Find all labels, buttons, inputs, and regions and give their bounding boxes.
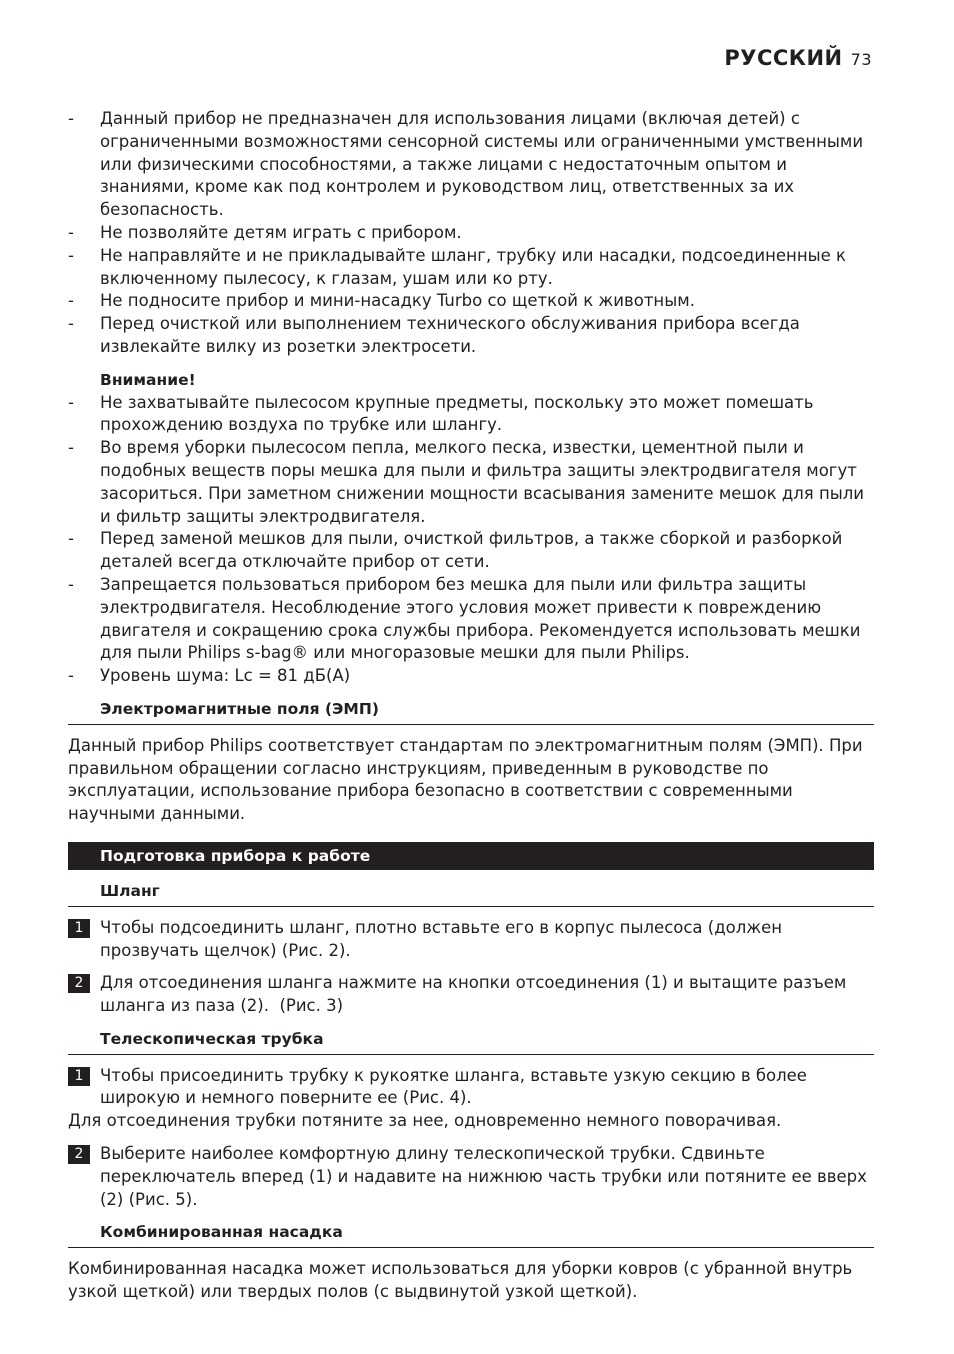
tube-note: Для отсоединения трубки потяните за нее, одновременно немного поворачивая. bbox=[68, 1111, 782, 1131]
page-content bbox=[68, 108, 874, 1304]
step-number: 1 bbox=[68, 919, 90, 938]
page-number: 73 bbox=[850, 50, 872, 69]
list-item: - Запрещается пользоваться прибором без мешка для пыли или фильтра защиты электродвигателя. Несоблюдение этого условия может привести к повреждению двигателя и сокращению срока службы прибора. Рекомендуется использовать мешки для пыли Philips s-bag® или многоразовые мешки для пыли Philips. bbox=[68, 574, 861, 663]
caution-list bbox=[68, 392, 874, 688]
page-header bbox=[724, 46, 872, 70]
bullet-dash: - bbox=[68, 574, 74, 594]
warning-list bbox=[68, 108, 874, 359]
list-item: - Не позволяйте детям играть с прибором. bbox=[68, 222, 874, 245]
list-item: - Не направляйте и не прикладывайте шланг, трубку или насадки, подсоединенные к включенному пылесосу, к глазам, ушам или ко рту. bbox=[68, 245, 847, 288]
bullet-dash: - bbox=[68, 438, 74, 458]
list-item: - Перед очисткой или выполнением технического обслуживания прибора всегда извлекайте вилку из розетки электросети. bbox=[68, 314, 800, 356]
list-item: - Перед заменой мешков для пыли, очисткой фильтров, а также сборкой и разборкой деталей всегда отключайте прибор от сети. bbox=[68, 529, 843, 572]
bullet-dash: - bbox=[68, 109, 74, 128]
caution-heading: Внимание! bbox=[100, 370, 196, 389]
tube-step-2: 2 Выберите наиболее комфортную длину телескопической трубки. Сдвиньте переключатель вперед (1) и надавите на нижнюю часть трубки или потяните ее вверх (2) (Рис. 5). bbox=[68, 1143, 874, 1211]
hose-heading: Шланг bbox=[68, 880, 874, 907]
list-item: - Уровень шума: Lc = 81 дБ(A) bbox=[68, 665, 874, 688]
list-item: - Данный прибор не предназначен для использования лицами (включая детей) с ограниченными возможностями сенсорной системы или ограниченными умственными или физическими способностями, а также лицами с недостаточным опытом и знаниями, кроме как под контролем и руководством лиц, ответственных за их безопасность. bbox=[68, 109, 864, 220]
hose-step-2: 2 Для отсоединения шланга нажмите на кнопки отсоединения (1) и вытащите разъем шланга из паза (2). (Рис. 3) bbox=[68, 972, 874, 1018]
step-number: 1 bbox=[68, 1067, 90, 1086]
step-number: 2 bbox=[68, 1145, 90, 1164]
tube-heading: Телескопическая трубка bbox=[68, 1028, 874, 1055]
bullet-dash: - bbox=[68, 222, 74, 242]
language-label: РУССКИЙ bbox=[724, 46, 843, 70]
list-item: - Не захватывайте пылесосом крупные предметы, поскольку это может помешать прохождению воздуха по трубке или шлангу. bbox=[68, 392, 814, 435]
bullet-dash: - bbox=[68, 314, 74, 334]
list-item: - Во время уборки пылесосом пепла, мелкого песка, известки, цементной пыли и подобных веществ поры мешка для пыли и фильтра защиты электродвигателя могут засориться. При заметном снижении мощности всасывания замените мешок для пыли и фильтр защиты электродвигателя. bbox=[68, 438, 865, 526]
list-item: - Не подносите прибор и мини-насадку Turbo со щеткой к животным. bbox=[68, 290, 874, 313]
bullet-dash: - bbox=[68, 392, 74, 412]
emf-heading: Электромагнитные поля (ЭМП) bbox=[68, 698, 874, 725]
nozzle-heading: Комбинированная насадка bbox=[68, 1221, 874, 1248]
step-number: 2 bbox=[68, 974, 90, 993]
bullet-dash: - bbox=[68, 245, 74, 265]
bullet-dash: - bbox=[68, 529, 74, 549]
tube-step-1: 1 Чтобы присоединить трубку к рукоятке шланга, вставьте узкую секцию в более широкую и немного поверните ее (Рис. 4). bbox=[68, 1065, 874, 1111]
hose-step-1: 1 Чтобы подсоединить шланг, плотно вставьте его в корпус пылесоса (должен прозвучать щелчок) (Рис. 2). bbox=[68, 917, 874, 963]
emf-paragraph: Данный прибор Philips соответствует стандартам по электромагнитным полям (ЭМП). При правильном обращении согласно инструкциям, приведенным в руководстве по эксплуатации, использование прибора безопасно в соответствии с современными научными данными. bbox=[68, 735, 863, 824]
bullet-dash: - bbox=[68, 291, 74, 311]
nozzle-paragraph: Комбинированная насадка может использоваться для уборки ковров (с убранной внутрь узкой щеткой) или твердых полов (с выдвинутой узкой щеткой). bbox=[68, 1259, 853, 1302]
bullet-dash: - bbox=[68, 666, 74, 686]
preparation-banner: Подготовка прибора к работе bbox=[68, 842, 874, 870]
